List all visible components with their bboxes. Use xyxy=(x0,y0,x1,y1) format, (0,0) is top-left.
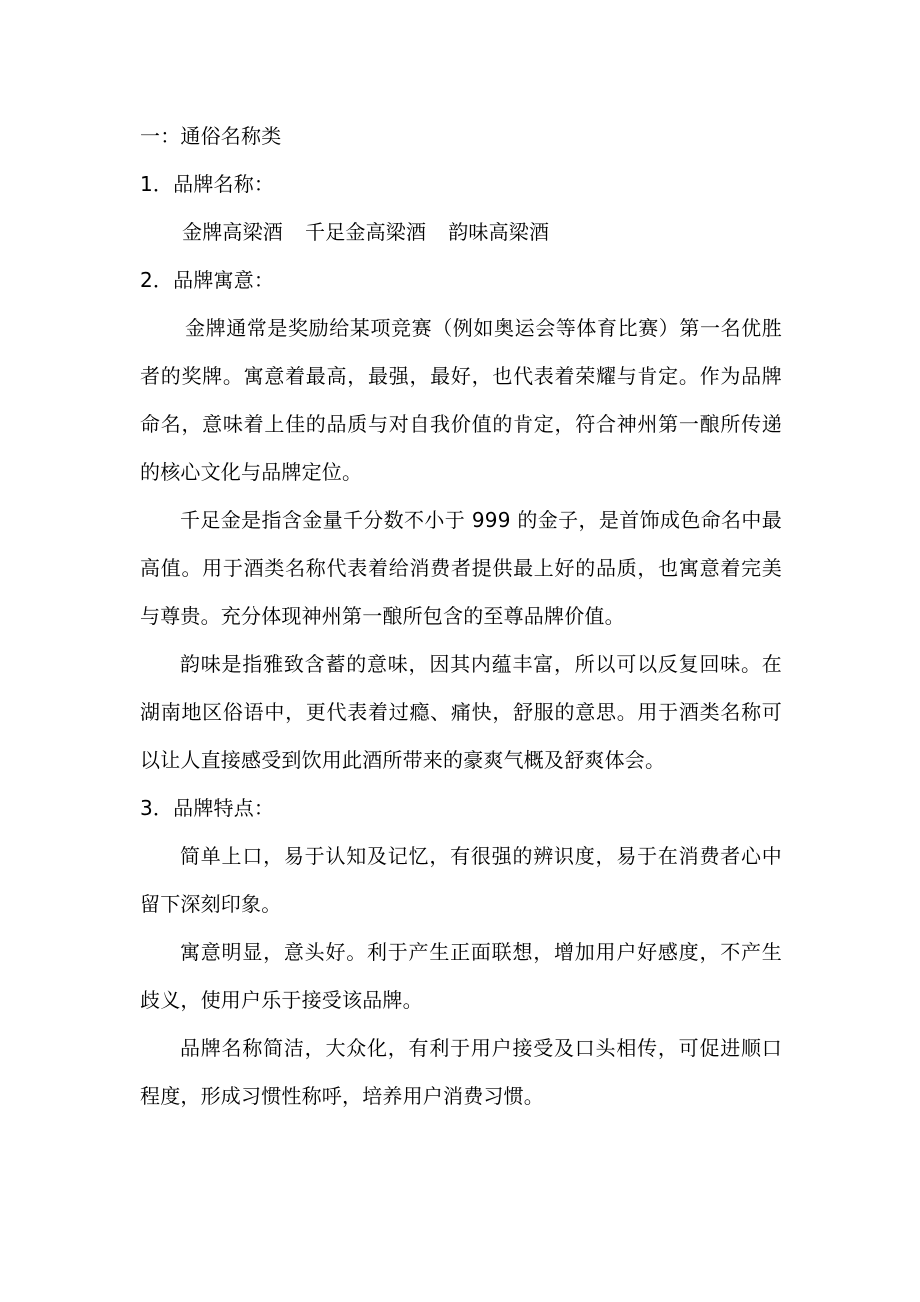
brand-name-item: 千足金高梁酒 xyxy=(305,220,427,244)
brand-meaning-heading: 2．品牌寓意： xyxy=(140,268,275,292)
brand-features-heading: 3．品牌特点： xyxy=(140,796,275,820)
brand-features-paragraph: 简单上口，易于认知及记忆，有很强的辨识度，易于在消费者心中留下深刻印象。 xyxy=(140,844,782,916)
brand-name-list xyxy=(140,208,782,256)
document-body xyxy=(140,112,782,1120)
brand-meaning-paragraph: 金牌通常是奖励给某项竞赛（例如奥运会等体育比赛）第一名优胜者的奖牌。寓意着最高，最强，最好，也代表着荣耀与肯定。作为品牌命名，意味着上佳的品质与对自我价值的肯定，符合神州第一酿所传递的核心文化与品牌定位。 xyxy=(140,316,782,484)
brand-name-item: 韵味高梁酒 xyxy=(448,220,550,244)
brand-meaning-paragraph: 韵味是指雅致含蓄的意味，因其内蕴丰富，所以可以反复回味。在湖南地区俗语中，更代表着过瘾、痛快，舒服的意思。用于酒类名称可以让人直接感受到饮用此酒所带来的豪爽气概及舒爽体会。 xyxy=(140,652,782,772)
brand-name-item: 金牌高梁酒 xyxy=(182,220,283,244)
brand-name-heading: 1．品牌名称： xyxy=(140,172,275,196)
section-title: 一：通俗名称类 xyxy=(140,124,282,148)
brand-features-paragraph: 品牌名称简洁，大众化，有利于用户接受及口头相传，可促进顺口程度，形成习惯性称呼，培养用户消费习惯。 xyxy=(140,1036,782,1108)
brand-features-paragraph: 寓意明显，意头好。利于产生正面联想，增加用户好感度，不产生歧义，使用户乐于接受该品牌。 xyxy=(140,940,782,1012)
brand-meaning-paragraph: 千足金是指含金量千分数不小于 999 的金子，是首饰成色命名中最高值。用于酒类名称代表着给消费者提供最上好的品质，也寓意着完美与尊贵。充分体现神州第一酿所包含的至尊品牌价值。 xyxy=(140,508,782,628)
